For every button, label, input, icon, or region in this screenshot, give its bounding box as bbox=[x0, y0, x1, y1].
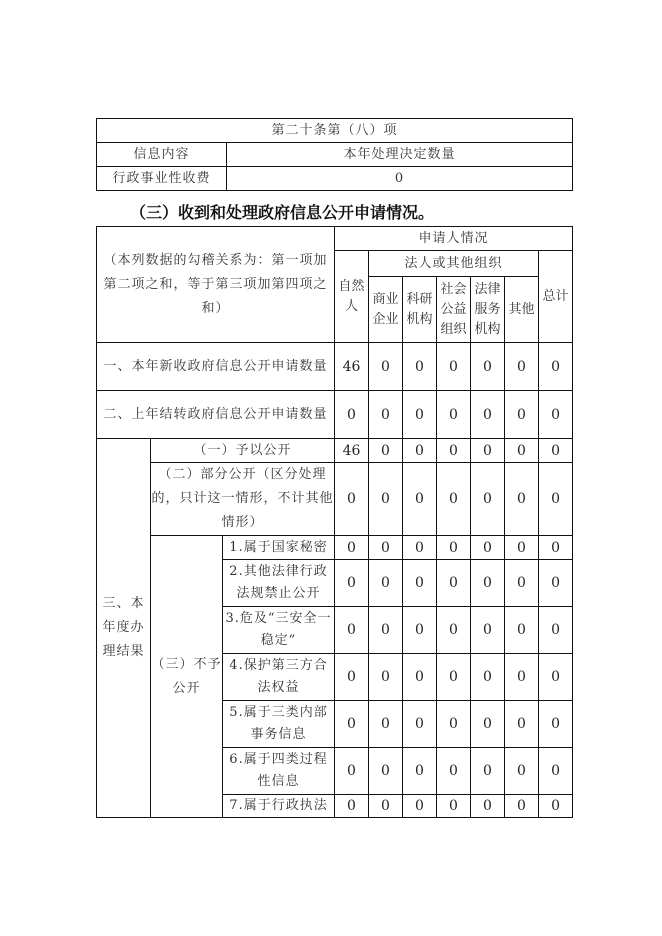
cell-value: 0 bbox=[369, 607, 403, 654]
cell-value: 0 bbox=[437, 701, 471, 748]
table-row bbox=[97, 463, 573, 536]
cell-value: 0 bbox=[505, 654, 539, 701]
section-heading: （三）收到和处理政府信息公开申请情况。 bbox=[130, 203, 435, 222]
cell-value: 0 bbox=[437, 463, 471, 536]
cell-value: 46 bbox=[335, 343, 369, 391]
article20-title: 第二十条第（八）项 bbox=[97, 119, 573, 143]
cell-value: 0 bbox=[539, 560, 573, 607]
article20-col1-header: 信息内容 bbox=[97, 143, 227, 167]
table-row bbox=[97, 439, 573, 463]
cell-value: 0 bbox=[471, 391, 505, 439]
cell-value: 0 bbox=[471, 795, 505, 818]
table-row bbox=[97, 536, 573, 560]
cell-value: 0 bbox=[505, 795, 539, 818]
cell-value: 0 bbox=[505, 748, 539, 795]
cell-value: 0 bbox=[539, 391, 573, 439]
article20-col2-header: 本年处理决定数量 bbox=[227, 143, 573, 167]
cell-value: 0 bbox=[505, 439, 539, 463]
not-disclosed-label: （三）不予公开 bbox=[151, 536, 223, 818]
cell-value: 0 bbox=[335, 654, 369, 701]
cell-value: 0 bbox=[369, 463, 403, 536]
cell-value: 0 bbox=[403, 701, 437, 748]
cell-value: 0 bbox=[471, 463, 505, 536]
row-label-nd3: 3.危及“三安全一稳定” bbox=[223, 607, 335, 654]
cell-value: 0 bbox=[403, 748, 437, 795]
result-group-label: 三、本年度办理结果 bbox=[97, 439, 151, 818]
cell-value: 0 bbox=[335, 748, 369, 795]
relation-note: （本列数据的勾稽关系为：第一项加第二项之和，等于第三项加第四项之和） bbox=[97, 227, 335, 343]
cell-value: 0 bbox=[505, 536, 539, 560]
article20-row-label: 行政事业性收费 bbox=[97, 167, 227, 191]
cell-value: 0 bbox=[471, 343, 505, 391]
cell-value: 0 bbox=[471, 607, 505, 654]
cell-value: 0 bbox=[437, 607, 471, 654]
cell-value: 0 bbox=[369, 343, 403, 391]
row-label-new: 一、本年新收政府信息公开申请数量 bbox=[97, 343, 335, 391]
application-table bbox=[96, 226, 573, 818]
header-other: 其他 bbox=[505, 277, 539, 343]
cell-value: 0 bbox=[539, 607, 573, 654]
cell-value: 0 bbox=[369, 654, 403, 701]
cell-value: 0 bbox=[437, 795, 471, 818]
cell-value: 0 bbox=[369, 748, 403, 795]
cell-value: 0 bbox=[539, 795, 573, 818]
cell-value: 0 bbox=[335, 463, 369, 536]
row-label-nd5: 5.属于三类内部事务信息 bbox=[223, 701, 335, 748]
row-label-nd6: 6.属于四类过程性信息 bbox=[223, 748, 335, 795]
cell-value: 0 bbox=[471, 701, 505, 748]
cell-value: 0 bbox=[403, 343, 437, 391]
cell-value: 0 bbox=[471, 439, 505, 463]
cell-value: 0 bbox=[369, 560, 403, 607]
header-social: 社会公益组织 bbox=[437, 277, 471, 343]
table-row bbox=[97, 343, 573, 391]
cell-value: 0 bbox=[369, 391, 403, 439]
cell-value: 0 bbox=[369, 536, 403, 560]
row-label-disclosed: （一）予以公开 bbox=[151, 439, 335, 463]
cell-value: 0 bbox=[335, 701, 369, 748]
header-research: 科研机构 bbox=[403, 277, 437, 343]
row-label-partial: （二）部分公开（区分处理的，只计这一情形，不计其他情形） bbox=[151, 463, 335, 536]
cell-value: 0 bbox=[539, 654, 573, 701]
cell-value: 0 bbox=[539, 701, 573, 748]
cell-value: 0 bbox=[505, 391, 539, 439]
article20-table bbox=[96, 118, 573, 191]
cell-value: 0 bbox=[403, 654, 437, 701]
cell-value: 0 bbox=[369, 701, 403, 748]
cell-value: 0 bbox=[403, 607, 437, 654]
row-label-nd7: 7.属于行政执法 bbox=[223, 795, 335, 818]
cell-value: 0 bbox=[505, 607, 539, 654]
cell-value: 0 bbox=[539, 463, 573, 536]
cell-value: 0 bbox=[403, 439, 437, 463]
cell-value: 0 bbox=[471, 536, 505, 560]
cell-value: 0 bbox=[335, 607, 369, 654]
cell-value: 0 bbox=[505, 343, 539, 391]
cell-value: 0 bbox=[539, 748, 573, 795]
cell-value: 0 bbox=[505, 560, 539, 607]
article20-row-value: 0 bbox=[227, 167, 573, 191]
cell-value: 0 bbox=[437, 654, 471, 701]
cell-value: 0 bbox=[437, 536, 471, 560]
cell-value: 0 bbox=[437, 560, 471, 607]
cell-value: 0 bbox=[437, 748, 471, 795]
cell-value: 0 bbox=[437, 439, 471, 463]
cell-value: 0 bbox=[505, 701, 539, 748]
row-label-nd2: 2.其他法律行政法规禁止公开 bbox=[223, 560, 335, 607]
header-commercial: 商业企业 bbox=[369, 277, 403, 343]
cell-value: 0 bbox=[437, 391, 471, 439]
row-label-carried: 二、上年结转政府信息公开申请数量 bbox=[97, 391, 335, 439]
cell-value: 0 bbox=[335, 391, 369, 439]
row-label-nd4: 4.保护第三方合法权益 bbox=[223, 654, 335, 701]
table-row bbox=[97, 391, 573, 439]
cell-value: 0 bbox=[403, 463, 437, 536]
cell-value: 0 bbox=[335, 536, 369, 560]
cell-value: 46 bbox=[335, 439, 369, 463]
header-natural-person: 自然人 bbox=[335, 251, 369, 343]
row-label-nd1: 1.属于国家秘密 bbox=[223, 536, 335, 560]
cell-value: 0 bbox=[403, 536, 437, 560]
cell-value: 0 bbox=[369, 439, 403, 463]
cell-value: 0 bbox=[471, 560, 505, 607]
cell-value: 0 bbox=[335, 795, 369, 818]
header-legal-service: 法律服务机构 bbox=[471, 277, 505, 343]
cell-value: 0 bbox=[539, 536, 573, 560]
header-total: 总计 bbox=[539, 251, 573, 343]
cell-value: 0 bbox=[505, 463, 539, 536]
cell-value: 0 bbox=[403, 795, 437, 818]
header-applicant: 申请人情况 bbox=[335, 227, 573, 251]
cell-value: 0 bbox=[539, 343, 573, 391]
cell-value: 0 bbox=[437, 343, 471, 391]
header-legal-group: 法人或其他组织 bbox=[369, 251, 539, 277]
cell-value: 0 bbox=[335, 560, 369, 607]
cell-value: 0 bbox=[403, 560, 437, 607]
cell-value: 0 bbox=[539, 439, 573, 463]
cell-value: 0 bbox=[403, 391, 437, 439]
cell-value: 0 bbox=[471, 654, 505, 701]
cell-value: 0 bbox=[369, 795, 403, 818]
cell-value: 0 bbox=[471, 748, 505, 795]
